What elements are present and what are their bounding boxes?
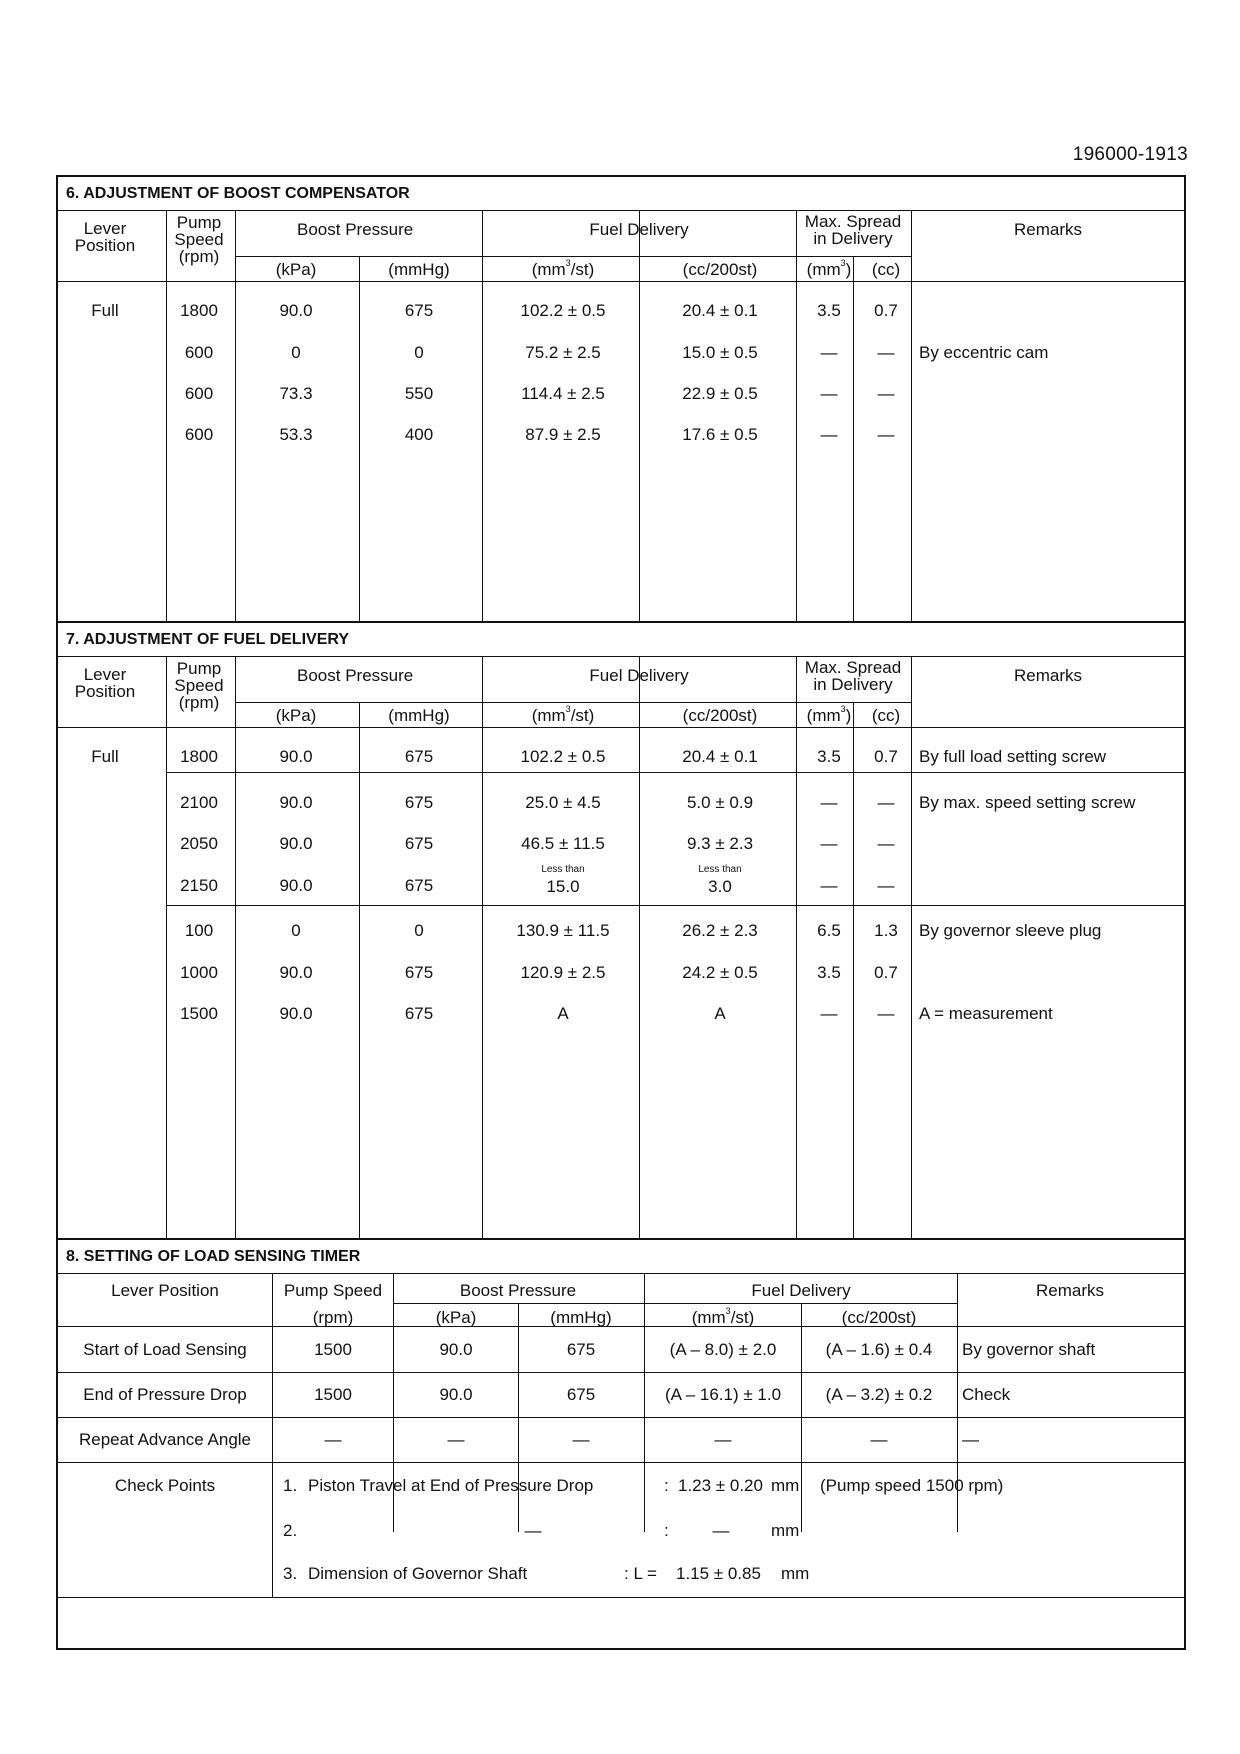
boost-mmhg-cell: 675 [566, 1340, 596, 1359]
header-remarks: Remarks [1013, 220, 1083, 239]
boost-mmhg-cell: 400 [404, 425, 434, 444]
fuel-mm3-cell: 87.9 ± 2.5 [525, 425, 601, 444]
header-fuel-delivery: Fuel Delivery [751, 1281, 851, 1300]
header-kpa: (kPa) [275, 706, 317, 725]
fuel-mm3-cell: (A – 16.1) ± 1.0 [664, 1385, 782, 1404]
header-mmhg: (mmHg) [388, 706, 450, 725]
header-boost-pressure: Boost Pressure [297, 220, 414, 239]
fuel-mm3-cell: (A – 8.0) ± 2.0 [669, 1340, 777, 1359]
fuel-cc-cell: 20.4 ± 0.1 [682, 301, 758, 320]
boost-mmhg-cell: 675 [404, 301, 434, 320]
pump-speed-cell: 1800 [180, 301, 218, 320]
pump-speed-cell: 600 [184, 343, 214, 362]
column-divider [235, 656, 236, 1238]
section-divider [58, 621, 1184, 623]
spread-mm3-cell: 3.5 [817, 747, 841, 766]
column-divider [796, 210, 797, 622]
spread-cc-cell: 0.7 [874, 301, 898, 320]
header-subrule [235, 256, 911, 257]
pump-speed-cell: 2100 [180, 793, 218, 812]
remarks-cell: By governor sleeve plug [919, 921, 1102, 940]
boost-mmhg-cell: 550 [404, 384, 434, 403]
fuel-cc-cell: 22.9 ± 0.5 [682, 384, 758, 403]
column-divider [639, 656, 640, 1238]
header-mm3-st: $(mm^3/st)$ [531, 704, 595, 725]
header-remarks: Remarks [1013, 666, 1083, 685]
boost-kpa-cell: — [447, 1430, 465, 1449]
column-divider [359, 256, 360, 622]
check-point-unit: mm [771, 1476, 800, 1495]
column-divider [911, 210, 912, 622]
spread-mm3-cell: — [820, 876, 838, 895]
header-rule [58, 210, 1184, 211]
fuel-cc-cell: 3.0 [708, 877, 732, 896]
spread-cc-cell: 0.7 [874, 963, 898, 982]
fuel-cc-cell: 9.3 ± 2.3 [686, 834, 754, 853]
check-point-label: — [524, 1521, 542, 1540]
pump-speed-cell: 600 [184, 384, 214, 403]
section-divider [58, 175, 1184, 177]
spread-cc-cell: — [877, 793, 895, 812]
check-points-divider [272, 1462, 273, 1597]
column-divider [166, 210, 167, 622]
fuel-mm3-cell: 25.0 ± 4.5 [525, 793, 601, 812]
fuel-mm3-cell: 120.9 ± 2.5 [520, 963, 606, 982]
check-point-unit: mm [771, 1521, 800, 1540]
fuel-cc-cell: 26.2 ± 2.3 [682, 921, 758, 940]
lever-position-cell: Start of Load Sensing [83, 1340, 247, 1359]
boost-kpa-cell: 90.0 [279, 793, 313, 812]
header-pump-speed: Pump Speed [283, 1281, 383, 1300]
fuel-cc-cell: 5.0 ± 0.9 [686, 793, 754, 812]
boost-kpa-cell: 90.0 [279, 834, 313, 853]
remarks-cell: A = measurement [919, 1004, 1053, 1023]
header-boost-pressure: Boost Pressure [459, 1281, 577, 1300]
pump-speed-cell: 600 [184, 425, 214, 444]
boost-kpa-cell: 53.3 [279, 425, 313, 444]
lever-position-cell: End of Pressure Drop [83, 1385, 247, 1404]
pump-speed-cell: 1800 [180, 747, 218, 766]
boost-mmhg-cell: — [572, 1430, 590, 1449]
fuel-cc-cell: 17.6 ± 0.5 [682, 425, 758, 444]
header-rpm: (rpm) [312, 1308, 354, 1327]
header-mm3-st: $(mm^3/st)$ [691, 1306, 755, 1327]
fuel-mm3-cell: A [557, 1004, 569, 1023]
spread-mm3-cell: — [820, 1004, 838, 1023]
boost-kpa-cell: 90.0 [279, 1004, 313, 1023]
check-point-number: 2. [283, 1521, 298, 1540]
header-mmhg: (mmHg) [550, 1308, 612, 1327]
fuel-mm3-cell: 102.2 ± 0.5 [520, 301, 606, 320]
spread-mm3-cell: — [820, 834, 838, 853]
fuel-cc-cell: 20.4 ± 0.1 [682, 747, 758, 766]
column-divider [853, 256, 854, 622]
header-spread-mm3: $(mm^3)$ [806, 704, 852, 725]
boost-mmhg-cell: 675 [404, 747, 434, 766]
header-mmhg: (mmHg) [388, 260, 450, 279]
spread-mm3-cell: 6.5 [817, 921, 841, 940]
column-divider [644, 1273, 645, 1532]
fuel-mm3-cell: 75.2 ± 2.5 [525, 343, 601, 362]
header-bottom-rule [58, 1326, 1184, 1327]
boost-mmhg-cell: 675 [566, 1385, 596, 1404]
boost-mmhg-cell: 675 [404, 1004, 434, 1023]
check-point-unit: mm [781, 1564, 810, 1583]
header-max-spread: Max. Spread in Delivery [804, 212, 902, 248]
column-divider [482, 210, 483, 622]
header-mm3-st: $(mm^3/st)$ [531, 258, 595, 279]
fuel-mm3-cell: 114.4 ± 2.5 [521, 384, 605, 403]
check-point-label: Dimension of Governor Shaft [308, 1564, 528, 1583]
header-lever-position: Lever Position [111, 1281, 219, 1300]
spread-mm3-cell: 3.5 [817, 963, 841, 982]
spread-cc-cell: — [877, 343, 895, 362]
boost-mmhg-cell: 675 [404, 963, 434, 982]
section-title: 8. SETTING OF LOAD SENSING TIMER [66, 1248, 361, 1265]
spread-cc-cell: — [877, 876, 895, 895]
section-divider [58, 1238, 1184, 1240]
header-kpa: (kPa) [275, 260, 317, 279]
remarks-cell: — [962, 1430, 979, 1449]
lever-position-cell: Full [91, 747, 119, 766]
header-cc-200st: (cc/200st) [682, 260, 758, 279]
spread-cc-cell: — [877, 425, 895, 444]
fuel-cc-cell: (A – 3.2) ± 0.2 [825, 1385, 933, 1404]
spread-cc-cell: — [877, 384, 895, 403]
remarks-cell: By full load setting screw [919, 747, 1107, 766]
header-pump-speed: Pump Speed (rpm) [174, 213, 224, 266]
check-point-colon: : L = [624, 1564, 657, 1583]
spread-cc-cell: 0.7 [874, 747, 898, 766]
header-bottom-rule [58, 281, 1184, 282]
spread-mm3-cell: — [820, 793, 838, 812]
column-divider [359, 702, 360, 1238]
row-rule [58, 1462, 1184, 1463]
header-max-spread: Max. Spread in Delivery [804, 658, 902, 694]
check-point-label: Piston Travel at End of Pressure Drop [308, 1476, 594, 1495]
group-rule [166, 772, 1184, 773]
pump-speed-cell: — [324, 1430, 342, 1449]
header-cc-200st: (cc/200st) [682, 706, 758, 725]
boost-mmhg-cell: 0 [414, 921, 424, 940]
boost-mmhg-cell: 675 [404, 793, 434, 812]
fuel-cc-cell: — [870, 1430, 888, 1449]
boost-kpa-cell: 90.0 [279, 963, 313, 982]
fuel-cc-cell: (A – 1.6) ± 0.4 [825, 1340, 933, 1359]
column-divider [482, 656, 483, 1238]
spread-mm3-cell: — [820, 384, 838, 403]
spread-cc-cell: 1.3 [874, 921, 898, 940]
check-point-value: 1.23 ± 0.20 [678, 1476, 763, 1495]
check-point-value: — [712, 1521, 730, 1540]
less-than-note: Less than [698, 864, 742, 875]
pump-speed-cell: 1000 [180, 963, 218, 982]
section-title: 7. ADJUSTMENT OF FUEL DELIVERY [66, 631, 349, 648]
header-rule [58, 656, 1184, 657]
column-divider [235, 210, 236, 622]
pump-speed-cell: 2050 [180, 834, 218, 853]
boost-mmhg-cell: 0 [414, 343, 424, 362]
specification-sheet [56, 175, 1186, 1650]
boost-kpa-cell: 90.0 [439, 1385, 473, 1404]
remarks-cell: By governor shaft [962, 1340, 1096, 1359]
header-fuel-delivery: Fuel Delivery [589, 220, 689, 239]
header-spread-mm3: $(mm^3)$ [806, 258, 852, 279]
boost-kpa-cell: 73.3 [279, 384, 313, 403]
fuel-mm3-cell: 46.5 ± 11.5 [521, 834, 605, 853]
spread-cc-cell: — [877, 1004, 895, 1023]
column-divider [796, 656, 797, 1238]
check-points-label: Check Points [114, 1476, 216, 1495]
remarks-cell: By eccentric cam [919, 343, 1049, 362]
footer-rule [58, 1597, 1184, 1598]
header-rule [58, 1273, 1184, 1274]
boost-kpa-cell: 90.0 [279, 301, 313, 320]
header-lever-position: Lever Position [74, 665, 136, 701]
boost-kpa-cell: 90.0 [279, 876, 313, 895]
check-point-value: 1.15 ± 0.85 [676, 1564, 761, 1583]
group-rule [166, 905, 1184, 906]
fuel-cc-cell: 15.0 ± 0.5 [682, 343, 758, 362]
fuel-cc-cell: 24.2 ± 0.5 [682, 963, 758, 982]
boost-mmhg-cell: 675 [404, 834, 434, 853]
pump-speed-cell: 1500 [180, 1004, 218, 1023]
remarks-cell: Check [962, 1385, 1011, 1404]
header-subrule [235, 702, 911, 703]
boost-kpa-cell: 0 [291, 921, 301, 940]
pump-speed-cell: 1500 [314, 1385, 352, 1404]
check-point-note: (Pump speed 1500 rpm) [820, 1476, 1004, 1495]
check-point-number: 1. [283, 1476, 298, 1495]
boost-mmhg-cell: 675 [404, 876, 434, 895]
header-spread-cc: (cc) [871, 706, 901, 725]
document-number: 196000-1913 [1072, 144, 1188, 165]
column-divider [853, 702, 854, 1238]
header-kpa: (kPa) [435, 1308, 477, 1327]
check-point-colon: : [664, 1521, 669, 1540]
header-fuel-delivery: Fuel Delivery [589, 666, 689, 685]
less-than-note: Less than [541, 864, 585, 875]
header-remarks: Remarks [1035, 1281, 1105, 1300]
column-divider [166, 656, 167, 1238]
fuel-mm3-cell: 15.0 [546, 877, 580, 896]
column-divider [639, 210, 640, 622]
header-lever-position: Lever Position [74, 219, 136, 255]
fuel-cc-cell: A [714, 1004, 726, 1023]
pump-speed-cell: 100 [184, 921, 214, 940]
column-divider [911, 656, 912, 1238]
section-title: 6. ADJUSTMENT OF BOOST COMPENSATOR [66, 185, 410, 202]
check-point-number: 3. [283, 1564, 298, 1583]
spread-cc-cell: — [877, 834, 895, 853]
boost-kpa-cell: 0 [291, 343, 301, 362]
spread-mm3-cell: — [820, 425, 838, 444]
lever-position-cell: Full [91, 301, 119, 320]
fuel-mm3-cell: — [714, 1430, 732, 1449]
boost-kpa-cell: 90.0 [279, 747, 313, 766]
row-rule [58, 1372, 1184, 1373]
fuel-mm3-cell: 130.9 ± 11.5 [516, 921, 610, 940]
header-pump-speed: Pump Speed (rpm) [174, 659, 224, 712]
header-spread-cc: (cc) [871, 260, 901, 279]
boost-kpa-cell: 90.0 [439, 1340, 473, 1359]
header-bottom-rule [58, 727, 1184, 728]
spread-mm3-cell: — [820, 343, 838, 362]
row-rule [58, 1417, 1184, 1418]
fuel-mm3-cell: 102.2 ± 0.5 [520, 747, 606, 766]
pump-speed-cell: 1500 [314, 1340, 352, 1359]
pump-speed-cell: 2150 [180, 876, 218, 895]
remarks-cell: By max. speed setting screw [919, 793, 1136, 812]
check-point-colon: : [664, 1476, 669, 1495]
header-boost-pressure: Boost Pressure [297, 666, 414, 685]
spread-mm3-cell: 3.5 [817, 301, 841, 320]
header-cc-200st: (cc/200st) [841, 1308, 917, 1327]
lever-position-cell: Repeat Advance Angle [78, 1430, 252, 1449]
